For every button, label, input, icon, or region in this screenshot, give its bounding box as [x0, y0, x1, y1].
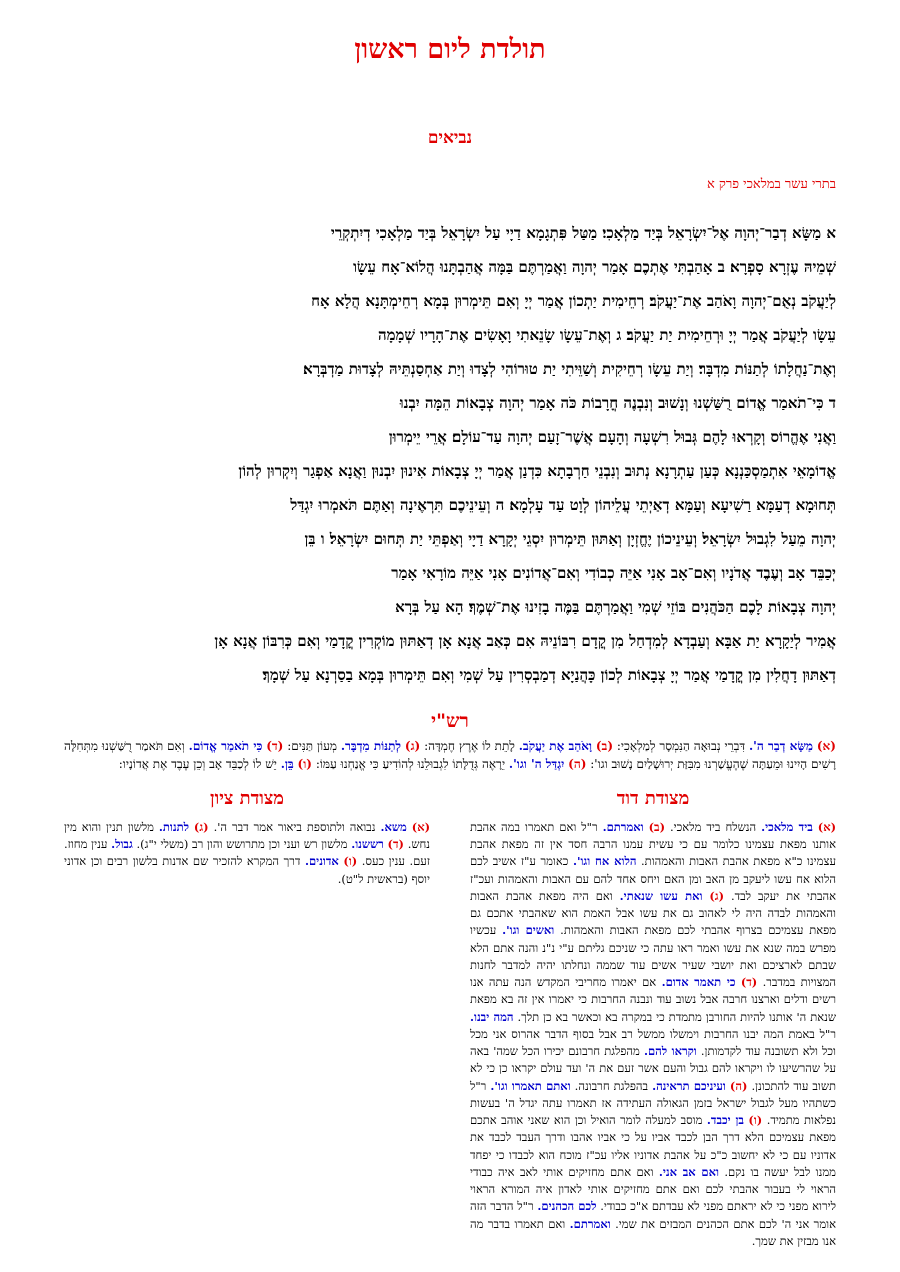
bible-line: שְׁמֵיהּ עֶזְרָא סָפְרָא׃ ב אָהַבְתִּי אֶתְכֶם אָמַר יְהוָה וַאֲמַרְתֶּם בַּמָּה אֲהַבְתָּנוּ הֲלוֹא־אָח עֵשָׂו	[353, 257, 836, 276]
entry-heading: ואשים וגו'.	[502, 923, 555, 938]
entry-heading: הלוא אח וגו'.	[572, 854, 637, 869]
entry-label: (ג)	[404, 738, 421, 753]
section-title: נביאים	[427, 128, 473, 149]
bible-line: יְכַבֵּד אָב וְעֶבֶד אֲדֹנָיו וְאִם־אָב אָנִי אַיֵּה כְבוֹדִי וְאִם־אֲדוֹנִים אָנִי אַיֵּה מוֹרָאִי אָמַר	[391, 563, 836, 582]
entry-text: ר"ל באמת המה יבנו החרבות וימשלו ממשל רב אבל בסוף הדבר אהרוס אני מכל וכל ולא תשובנה עוד לקדמותן.	[470, 1026, 836, 1059]
entry-heading: ואמרתם.	[602, 819, 644, 834]
bible-line: וְאֶת־נַחֲלָתוֹ לְתַנּוֹת מִדְבָּר׃ וְיַת עֵשָׂו רְחֵיקִית וְשַׁוֵּיתִי יַת טוּרוֹהִי לְצָדוּ וְיַת אַחְסַנְתֵּיהּ לְצָדוּת מַדְבְּרָא׃	[303, 359, 836, 378]
rashi-title: רש"י	[431, 709, 469, 732]
entry-heading: ואת עשו שנאתי.	[619, 888, 703, 903]
metzudat-tzion-column	[64, 788, 430, 1250]
entry-heading: לְתַנּוֹת מִדְבָּר.	[340, 738, 402, 753]
entry-heading: ביד מלאכי.	[761, 819, 813, 834]
entry-text: עכשיו מפרש במה שנא את עשו ואמר ראו עתה כי שניכם גליתם ע"י נ"נ והנה אתם הלא שבתם לארציכם ואת יושבי שעיר אשים עוד שממה ונחלתו יהיה למדבר לחנות המצויות במדבר.	[470, 923, 837, 990]
bible-text	[64, 216, 836, 692]
entry-label: (ד)	[387, 837, 404, 852]
entry-text: נבואה ולתוספת ביאור אמר דבר ה'.	[213, 819, 376, 834]
bible-line: אֱדוֹמָאֵי אִתְמַסְכַּנְנָא כְּעַן עַתְרָנָא נְתוּב וְנִבְנֵי חַרְבָתָא כִּדְנַן אֲמַר יְיָ צְבָאוֹת אִינוּן יִבְנוּן וַאֲנָא אַפְגַר וְיִקְרוּן לְהוֹן	[238, 461, 836, 480]
entry-heading: גבול.	[111, 837, 133, 852]
entry-heading: לתנות.	[158, 819, 189, 834]
entry-label: (ב)	[648, 819, 666, 834]
bible-line: א מַשָּׂא דְבַר־יְהוָה אֶל־יִשְׂרָאֵל בְּיַד מַלְאָכִי׃ מַטַּל פִּתְגָמָא דַיָי עַל יִשְׂרָאֵל בְּיַד מַלְאָכִי דְיִתְקְרֵי	[330, 223, 836, 242]
bible-line: תְּחוּמָא דְעַמָּא רַשִׁיעָא וְעַמָּא דְאַיְתֵי עֲלֵיהוֹן לְוָט עַד עָלְמָא׃ ה וְעֵינֵיכֶם תִּרְאֶינָה וְאַתֶּם תֹּאמְרוּ יִגְדַּל	[290, 495, 836, 514]
entry-text: מהפלגת חרבונם יכירו הכל שמה' באה על שהרשיעו לו ויקראו להם גבול והעם אשר זעם את ה' ועד עולם יקראו כן כי לא תשוב עוד להתכונן.	[470, 1044, 837, 1093]
bible-line: עֵשָׂו לְיַעֲקֹב אֲמַר יְיָ וּרְחֵימִית יַת יַעֲקֹב׃ ג וְאֶת־עֵשָׂו שָׂנֵאתִי וָאָשִׂים אֶת־הָרָיו שְׁמָמָה	[378, 325, 836, 344]
entry-heading: בן יכבד.	[706, 1113, 744, 1128]
entry-text: בהפלגת חרבונה.	[574, 1078, 649, 1093]
entry-label: (א)	[411, 819, 431, 834]
bible-line: וַאֲנִי אֶהֱרוֹס וְקָרְאוּ לָהֶם גְּבוּל רִשְׁעָה וְהָעָם אֲשֶׁר־זָעַם יְהוָה עַד־עוֹלָם׃ אֲרֵי יֵימְרוּן	[388, 427, 836, 446]
entry-heading: ואתם תאמרו וגו'.	[490, 1078, 571, 1093]
entry-text: ואם אתם מחזיקים אותי לאב איה כבודי הראוי לי בעבור אהבתי לכם ואם אתם מחזיקים אותי לאדון איה המורא הראוי לירוא מפני כי לא יראתם מפני לא עבדתם א"כ כבודי.	[470, 1164, 837, 1214]
entry-heading: וקראו להם.	[644, 1044, 697, 1059]
entry-text: יֵשׁ לוֹ לְכַבֵּד אָב וְכֵן עֶבֶד אֶת אֲדוֹנָיו:	[118, 757, 277, 772]
entry-heading: ואם אב אני.	[658, 1164, 719, 1179]
bible-line: ד כִּי־תֹאמַר אֱדוֹם רֻשַּׁשְׁנוּ וְנָשׁוּב וְנִבְנֶה חֳרָבוֹת כֹּה אָמַר יְהוָה צְבָאוֹת הֵמָּה יִבְנוּ	[399, 393, 836, 412]
metzudat-tzion-title: מצודת ציון	[210, 787, 284, 809]
bible-line: לְיַעֲקֹב נְאֻם־יְהוָה וָאֹהַב אֶת־יַעֲקֹב׃ רְחֵימִית יַתְכוֹן אֲמַר יְיָ וְאִם תֵּימְרוּן בְּמָא רְחֵימְתָּנָא הֲלָא אָח	[311, 291, 836, 310]
entry-text: כאומר ע"ז אשיב לכם הלוא אח עשו ליעקב מן האב ומן האם ויחס אחד להם עם האבות והאמהות ועכ"ז אהבתי את יעקב לבד.	[470, 854, 837, 903]
entry-label: (ד)	[740, 975, 758, 990]
entry-text: דִּבְרֵי נְבוּאָה הַנִּמְסָר לְמַלְאָכִי:	[616, 738, 746, 753]
entry-text: מוסב למעלה לומר הואיל וכן הוא שאני אוהב אתכם מפאת עצמיכם הלא דרך הבן לכבד אביו על כי אביו אהבו ודרך העבד לכבד את אדוניו עם כי לא יחשוב כ"כ על אהבת אדוניו אליו עכ"ז מוכח הוא לכבדו כי יפחד ממנו לבל יעשה בו נקם.	[470, 1113, 836, 1179]
metzudat-david-column	[470, 788, 836, 1250]
entry-text: הנשלח ביד מלאכי.	[670, 819, 757, 834]
entry-heading: משא.	[380, 819, 407, 834]
page-title: תולדת ליום ראשון	[354, 34, 546, 65]
entry-text: לָתֵת לוֹ אֶרֶץ חֶמְדָּה:	[424, 738, 515, 753]
entry-text: מלשון רש ועני וכן מתרושש והון רב (משלי י"ג).	[136, 837, 348, 852]
metzudat-tzion-text	[64, 819, 430, 888]
entry-label: (ג)	[709, 888, 725, 903]
bible-line: דְאַתּוּן דָחֲלִין מִן קֳדָמַי אֲמַר יְיָ צְבָאוֹת לְכוֹן כָּהֲנַיָא דְמַבְסְרִין עַל שְׁמִי וְאִם תֵּימְרוּן בְּמָא בַסַרְנָא עַל שְׁמָךְ׃	[262, 665, 836, 684]
rashi-commentary	[64, 737, 836, 774]
entry-label: (ג)	[193, 819, 209, 834]
entry-text: יֵרָאֶה גְּדֻלָּתוֹ לִגְבוּלֵנוּ לְהוֹדִיעַ כִּי אֱנַחְנוּ עַמּוֹ:	[315, 757, 506, 772]
book-location: בתרי עשר במלאכי פרק א	[706, 176, 836, 192]
entry-heading: וָאֹהַב אֶת יַעֲקֹב.	[518, 738, 592, 753]
entry-text: ענין מחוז. זעם. ענין כעס.	[64, 837, 430, 869]
entry-label: (ה)	[568, 757, 587, 772]
entry-heading: יִגְדַּל ה' וגו'.	[508, 757, 565, 772]
entry-text: וְאִם תֹּאמַר רֻשַּׁשְׁנוּ מִתְּחִלָּה רָשִׁים הָיִינוּ וּמֵעַתָּה שֶׁהֶעֱשַׁרְנוּ מִבִּזַּת יְרוּשָׁלַיִם נָשׁוּב וגו':	[64, 738, 836, 772]
entry-text: ר"ל הדבר הזה אומר אני ה' לכם אתם הכהנים המבזים את שמי.	[470, 1199, 836, 1231]
entry-label: (א)	[817, 819, 837, 834]
entry-heading: לכם הכהנים.	[537, 1199, 597, 1214]
entry-label: (ו)	[343, 854, 358, 869]
entry-label: (ו)	[297, 757, 312, 772]
entry-heading: רששנו.	[351, 837, 384, 852]
entry-text: ר"ל ואם תאמרו במה אהבת אותנו מפאת עצמינו כלומר עם כי עשית עמנו הרבה חסד אין זה מפאת אהבת עצמינו כ"א מפאת אהבת האבות והאמהות.	[470, 819, 837, 869]
entry-label: (ד)	[266, 738, 284, 753]
entry-heading: ועיניכם תראינה.	[652, 1078, 726, 1093]
entry-text: ואם היה מפאת אהבת האבות והאמהות לבדה היה לי לאהוב גם את עשו אבל האמת הוא שאהבתי אתכם גם מפאת עצמיכם בצרוף אהבתי לכם מפאת האבות והאמהות.	[470, 888, 837, 938]
entry-text: אם יאמרו מחריבי המקדש הנה עתה אנו רשים ודלים וארצנו חרבה אבל נשוב עוד ונבנה החרבות כי יאמרו אין זה בא מפאת שנאת ה' אותנו להיות החורבן מתמדת כי במקרה בא וכאשר בא כן תלך.	[470, 975, 837, 1024]
entry-text: מלשון תנין והוא מין נחש.	[64, 819, 431, 852]
entry-text: ואם תאמרו בדבר מה אנו מבזין את שמך.	[470, 1216, 836, 1248]
entry-label: (א)	[816, 738, 836, 753]
bible-line: אֲמִיר לְיַקָרָא יַת אַבָּא וְעַבְדָא לְמִדְחַל מִן קֳדָם רִבּוֹנֵיהּ אִם כְּאַב אֲנָא אָן דְאַתּוּן מוֹקְרִין קֳדָמַי וְאִם כְּרִבּוֹן אֲנָא אָן	[214, 631, 836, 650]
metzudat-david-text	[470, 819, 836, 1250]
entry-heading: ואמרתם.	[569, 1216, 611, 1231]
entry-text: מְעוֹן תַּנִּים:	[287, 738, 337, 753]
entry-heading: המה יבנו.	[470, 1009, 514, 1024]
commentary-columns	[64, 788, 836, 1250]
entry-heading: מַשָּׂא דְבַר ה'.	[748, 738, 813, 753]
entry-label: (ב)	[595, 738, 613, 753]
entry-text: דרך המקרא להזכיר שם אדנות בלשון רבים וכן אדוני יוסף (בראשית ל"ט).	[64, 854, 430, 886]
entry-text: ר"ל כשתהיו מעל לגבול ישראל בזמן הגאולה העתידה אז תאמרו עתה יגדל ה' בעשות נפלאות מתמיד.	[470, 1078, 837, 1128]
entry-heading: כִּי תֹאמַר אֱדוֹם.	[188, 738, 263, 753]
metzudat-david-title: מצודת דוד	[616, 787, 690, 809]
entry-heading: בֵּן.	[280, 757, 294, 772]
entry-heading: כי תאמר אדום.	[661, 975, 736, 990]
entry-heading: אדונים.	[305, 854, 339, 869]
bible-line: יְהוָה מֵעַל לִגְבוּל יִשְׂרָאֵל׃ וְעֵינֵיכוֹן יֶחֱזְיָן וְאַתּוּן תֵּימְרוּן יִסְגֵי יְקָרָא דַיָי וְאַפְתֵּי יַת תְּחוּם יִשְׂרָאֵל׃ ו בֵּן	[304, 529, 836, 548]
bible-line: יְהוָה צְבָאוֹת לָכֶם הַכֹּהֲנִים בּוֹזֵי שְׁמִי וַאֲמַרְתֶּם בַּמֶּה בָזִינוּ אֶת־שְׁמֶךָ׃ הָא עַל בְּרָא	[395, 597, 836, 616]
entry-label: (ו)	[748, 1113, 763, 1128]
entry-label: (ה)	[729, 1078, 748, 1093]
